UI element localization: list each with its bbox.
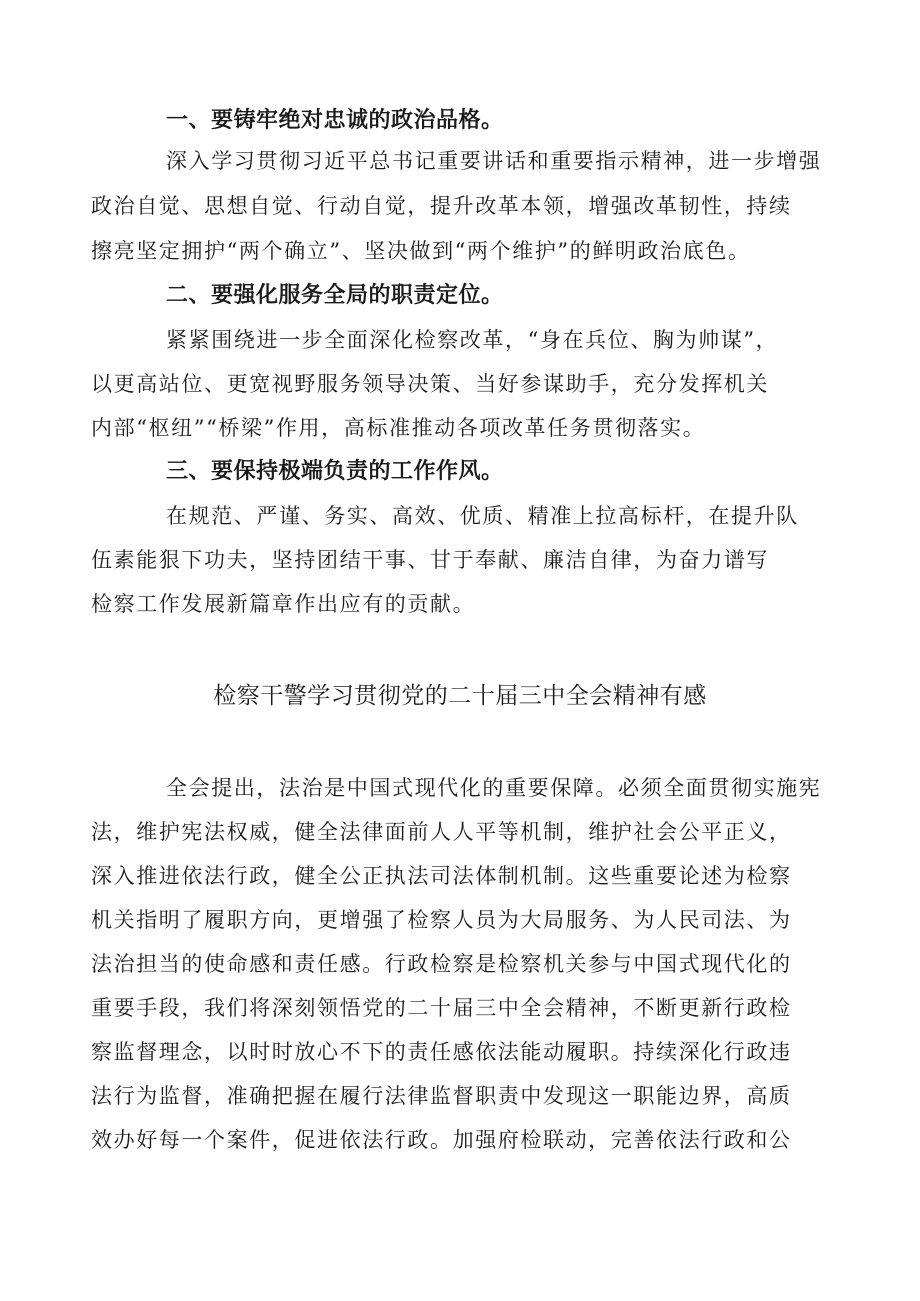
article-line: 法治担当的使命感和责任感。行政检察是检察机关参与中国式现代化的	[91, 952, 792, 976]
article-title: 检察干警学习贯彻党的二十届三中全会精神有感	[213, 683, 707, 709]
article-line: 法，维护宪法权威，健全法律面前人人平等机制，维护社会公平正义，	[91, 820, 792, 844]
article-line: 重要手段，我们将深刻领悟党的二十届三中全会精神，不断更新行政检	[91, 996, 792, 1020]
section1-heading: 一、要铸牢绝对忠诚的政治品格。	[166, 108, 504, 133]
section3-heading: 三、要保持极端负责的工作作风。	[166, 459, 504, 484]
section2-line: 紧紧围绕进一步全面深化检察改革，“身在兵位、胸为帅谋”，	[166, 328, 779, 352]
article-line: 法行为监督，准确把握在履行法律监督职责中发现这一职能边界，高质	[91, 1084, 792, 1108]
section3-line: 在规范、严谨、务实、高效、优质、精准上拉高标杆，在提升队	[166, 504, 799, 528]
section2-line: 内部“枢纽”“桥梁”作用，高标准推动各项改革任务贯彻落实。	[91, 416, 706, 440]
article-line: 全会提出，法治是中国式现代化的重要保障。必须全面贯彻实施宪	[166, 776, 822, 800]
article-line: 效办好每一个案件，促进依法行政。加强府检联动，完善依法行政和公	[91, 1128, 792, 1152]
section1-line: 擦亮坚定拥护“两个确立”、坚决做到“两个维护”的鲜明政治底色。	[91, 239, 751, 263]
section1-line: 政治自觉、思想自觉、行动自觉，提升改革本领，增强改革韧性，持续	[91, 194, 792, 218]
article-line: 机关指明了履职方向，更增强了检察人员为大局服务、为人民司法、为	[91, 908, 792, 932]
article-line: 深入推进依法行政，健全公正执法司法体制机制。这些重要论述为检察	[91, 864, 792, 888]
article-line: 察监督理念，以时时放心不下的责任感依法能动履职。持续深化行政违	[91, 1040, 792, 1064]
section1-line: 深入学习贯彻习近平总书记重要讲话和重要指示精神，进一步增强	[166, 149, 822, 173]
section3-line: 伍素能狠下功夫，坚持团结干事、甘于奉献、廉洁自律，为奋力谱写	[91, 548, 769, 572]
section2-heading: 二、要强化服务全局的职责定位。	[166, 283, 504, 308]
section2-line: 以更高站位、更宽视野服务领导决策、当好参谋助手，充分发挥机关	[91, 372, 769, 396]
section3-line: 检察工作发展新篇章作出应有的贡献。	[91, 592, 476, 616]
